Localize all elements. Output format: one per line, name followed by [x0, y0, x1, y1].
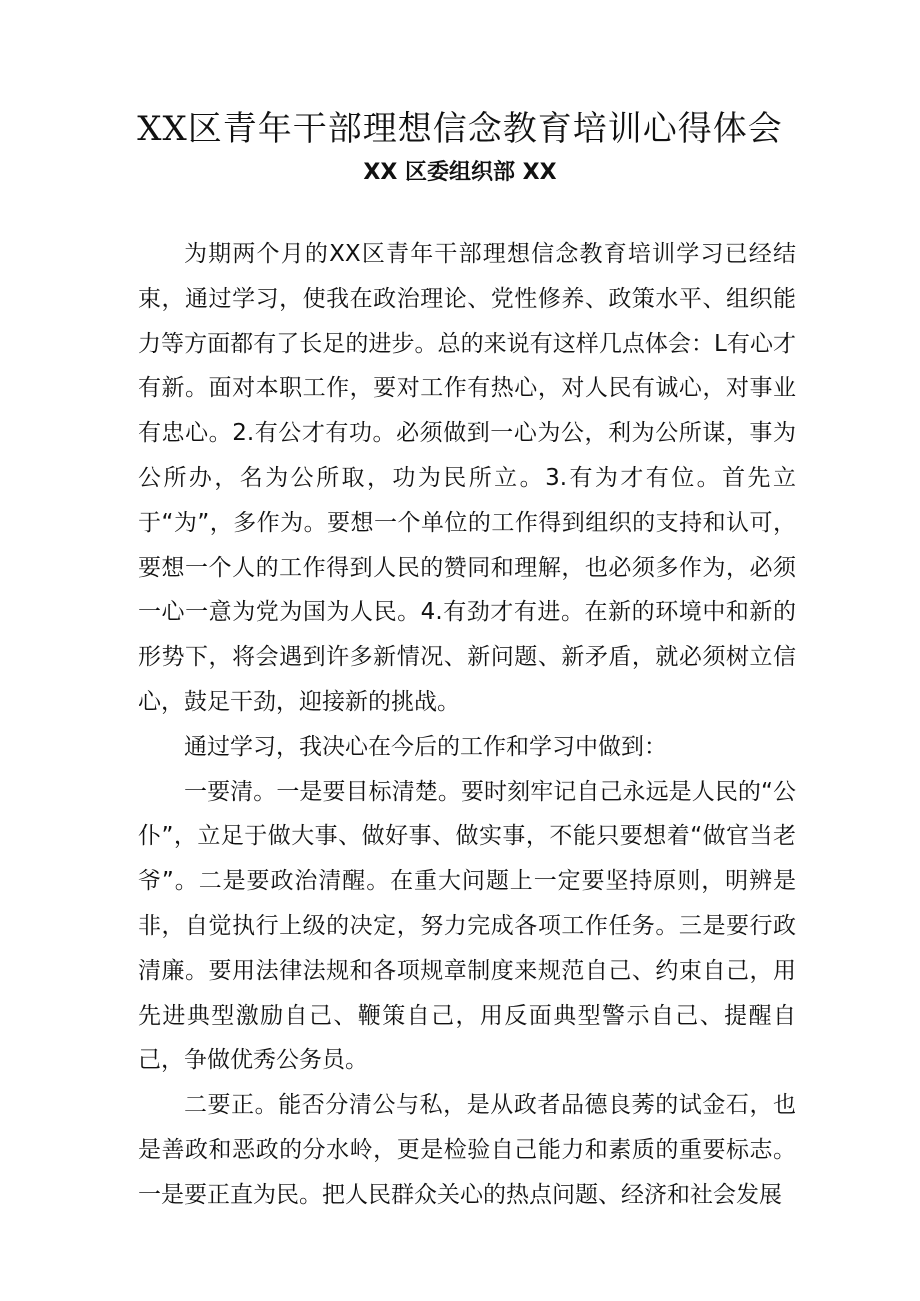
document-author-line: XX 区委组织部 XX — [363, 160, 557, 185]
body-paragraph: 通过学习，我决心在今后的工作和学习中做到： — [184, 733, 667, 760]
body-paragraph: 一要清。一是要目标清楚。要时刻牢记自己永远是人民的“公仆”，立足于做大事、做好事、做实事，不能只要想着“做官当老爷”。二是要政治清醒。在重大问题上一定要坚持原则，明辨是非，自觉执行上级的决定，努力完成各项工作任务。三是要行政清廉。要用法律法规和各项规章制度来规范自己、约束自己，用先进典型激励自己、鞭策自己，用反面典型警示自己、提醒自己，争做优秀公务员。 — [138, 778, 796, 1074]
body-paragraph: 为期两个月的XX区青年干部理想信念教育培训学习已经结束，通过学习，使我在政治理论、党性修养、政策水平、组织能力等方面都有了长足的进步。总的来说有这样几点体会：L有心才有新。面对本职工作，要对工作有热心，对人民有诚心，对事业有忠心。2.有公才有功。必须做到一心为公，利为公所谋，事为公所办，名为公所取，功为民所立。3.有为才有位。首先立于“为”，多作为。要想一个单位的工作得到组织的支持和认可，要想一个人的工作得到人民的赞同和理解，也必须多作为，必须一心一意为党为国为人民。4.有劲才有进。在新的环境中和新的形势下，将会遇到许多新情况、新问题、新矛盾，就必须树立信心，鼓足干劲，迎接新的挑战。 — [138, 241, 796, 715]
body-paragraph: 二要正。能否分清公与私，是从政者品德良莠的试金石，也是善政和恶政的分水岭，更是检验自己能力和素质的重要标志。一是要正直为民。把人民群众关心的热点问题、经济和社会发展 — [138, 1092, 796, 1208]
document-body — [138, 232, 796, 1218]
document-title: XX区青年干部理想信念教育培训心得体会 — [137, 109, 783, 149]
